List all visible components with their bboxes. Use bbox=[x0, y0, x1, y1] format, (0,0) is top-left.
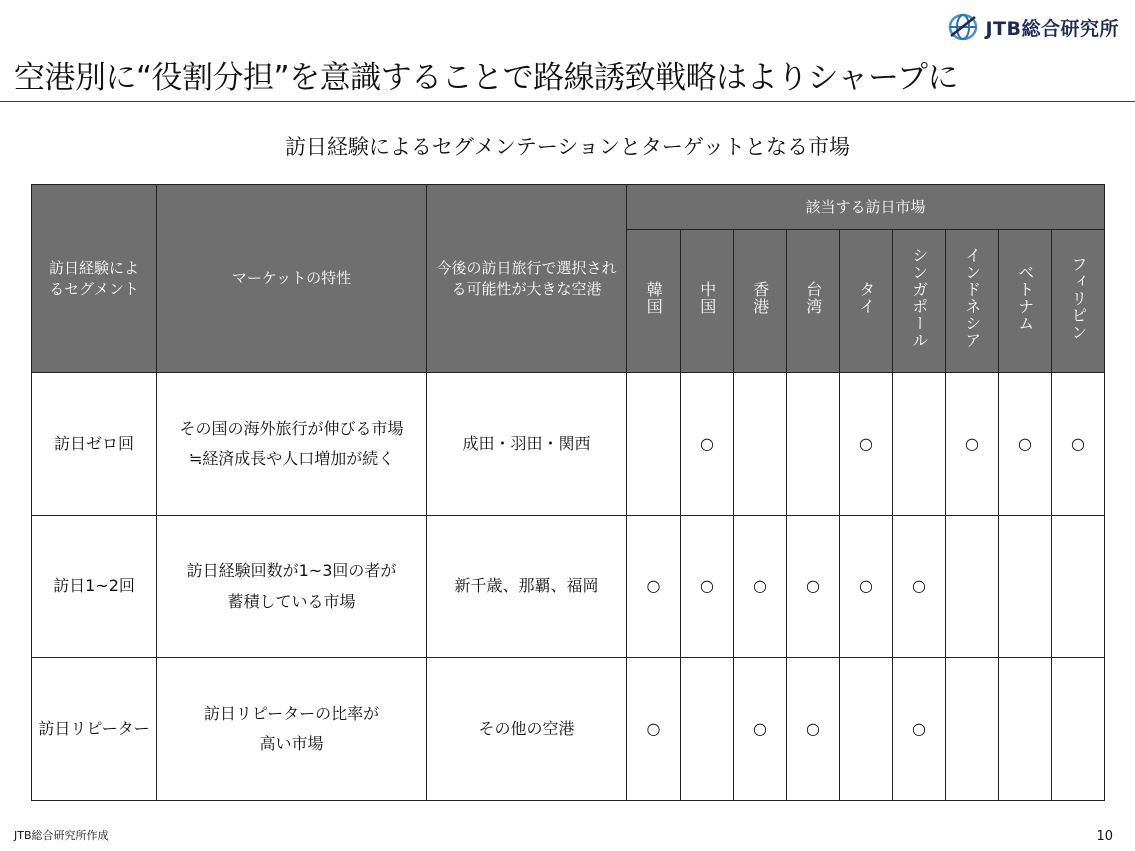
header-characteristics bbox=[157, 185, 427, 373]
table-row bbox=[32, 516, 1105, 658]
segment-cell: 訪日ゼロ回 bbox=[32, 373, 157, 516]
table-row bbox=[32, 658, 1105, 801]
market-mark: ○ bbox=[734, 516, 787, 658]
market-mark bbox=[1052, 658, 1105, 801]
market-mark: ○ bbox=[787, 658, 840, 801]
market-header-label: 香港 bbox=[750, 281, 770, 316]
market-header-label: フィリピン bbox=[1068, 255, 1088, 341]
market-mark bbox=[999, 658, 1052, 801]
market-header-label: タイ bbox=[856, 281, 876, 316]
market-mark bbox=[681, 658, 734, 801]
airports-cell: その他の空港 bbox=[427, 658, 627, 801]
market-mark: ○ bbox=[734, 658, 787, 801]
market-header bbox=[893, 230, 946, 373]
market-mark bbox=[946, 516, 999, 658]
market-header bbox=[1052, 230, 1105, 373]
header-markets-group-label: 該当する訪日市場 bbox=[805, 197, 926, 216]
market-mark bbox=[999, 516, 1052, 658]
market-mark: ○ bbox=[840, 516, 893, 658]
market-header bbox=[681, 230, 734, 373]
market-mark: ○ bbox=[893, 516, 946, 658]
market-mark bbox=[1052, 516, 1105, 658]
market-mark: ○ bbox=[627, 658, 681, 801]
page-number: 10 bbox=[1096, 829, 1113, 844]
characteristics-line: その国の海外旅行が伸びる市場 bbox=[179, 418, 404, 438]
header-segment-label: 訪日経験によるセグメント bbox=[48, 259, 139, 298]
market-header-label: 中国 bbox=[697, 281, 717, 316]
market-header bbox=[840, 230, 893, 373]
market-mark bbox=[893, 373, 946, 516]
market-mark: ○ bbox=[1052, 373, 1105, 516]
market-header-label: ベトナム bbox=[1015, 264, 1035, 333]
characteristics-cell bbox=[157, 373, 427, 516]
market-mark: ○ bbox=[787, 516, 840, 658]
airports-cell: 成田・羽田・関西 bbox=[427, 373, 627, 516]
characteristics-cell bbox=[157, 658, 427, 801]
characteristics-cell bbox=[157, 516, 427, 658]
table-title: 訪日経験によるセグメンテーションとターゲットとなる市場 bbox=[284, 135, 851, 159]
market-header bbox=[999, 230, 1052, 373]
market-header bbox=[734, 230, 787, 373]
segmentation-table bbox=[31, 184, 1105, 801]
header-segment bbox=[32, 185, 157, 373]
market-header bbox=[787, 230, 840, 373]
characteristics-line: 高い市場 bbox=[259, 734, 324, 753]
characteristics-line: 蓄積している市場 bbox=[227, 591, 356, 611]
title-divider bbox=[0, 101, 1135, 102]
market-mark: ○ bbox=[627, 516, 681, 658]
market-mark bbox=[840, 658, 893, 801]
market-header-label: 韓国 bbox=[644, 281, 664, 316]
market-mark: ○ bbox=[893, 658, 946, 801]
header-markets-group bbox=[627, 185, 1105, 230]
market-mark: ○ bbox=[840, 373, 893, 516]
header-airports bbox=[427, 185, 627, 373]
characteristics-line: ≒経済成長や人口増加が続く bbox=[188, 449, 395, 468]
market-mark: ○ bbox=[681, 516, 734, 658]
market-header bbox=[946, 230, 999, 373]
market-mark bbox=[946, 658, 999, 801]
header-row-top bbox=[32, 185, 1105, 230]
market-mark: ○ bbox=[999, 373, 1052, 516]
table-row bbox=[32, 373, 1105, 516]
header-characteristics-label: マーケットの特性 bbox=[231, 269, 352, 288]
market-mark bbox=[734, 373, 787, 516]
airports-cell: 新千歳、那覇、福岡 bbox=[427, 516, 627, 658]
market-header-label: シンガポール bbox=[909, 247, 929, 350]
segment-cell: 訪日リピーター bbox=[32, 658, 157, 801]
market-header bbox=[627, 230, 681, 373]
header-airports-label: 今後の訪日旅行で選択される可能性が大きな空港 bbox=[436, 259, 617, 298]
market-mark bbox=[627, 373, 681, 516]
slide-title: 空港別に“役割分担”を意識することで路線誘致戦略はよりシャープに bbox=[14, 60, 958, 96]
segment-cell: 訪日1~2回 bbox=[32, 516, 157, 658]
market-mark bbox=[787, 373, 840, 516]
market-header-label: インドネシア bbox=[962, 247, 982, 350]
source-footnote: JTB総合研究所作成 bbox=[14, 829, 109, 842]
company-logo bbox=[947, 12, 1119, 42]
logo-globe-icon bbox=[947, 12, 979, 42]
characteristics-line: 訪日経験回数が1~3回の者が bbox=[186, 561, 397, 581]
market-mark: ○ bbox=[681, 373, 734, 516]
logo-text: JTB総合研究所 bbox=[985, 17, 1119, 40]
market-mark: ○ bbox=[946, 373, 999, 516]
market-header-label: 台湾 bbox=[803, 281, 823, 316]
characteristics-line: 訪日リピーターの比率が bbox=[203, 703, 380, 723]
